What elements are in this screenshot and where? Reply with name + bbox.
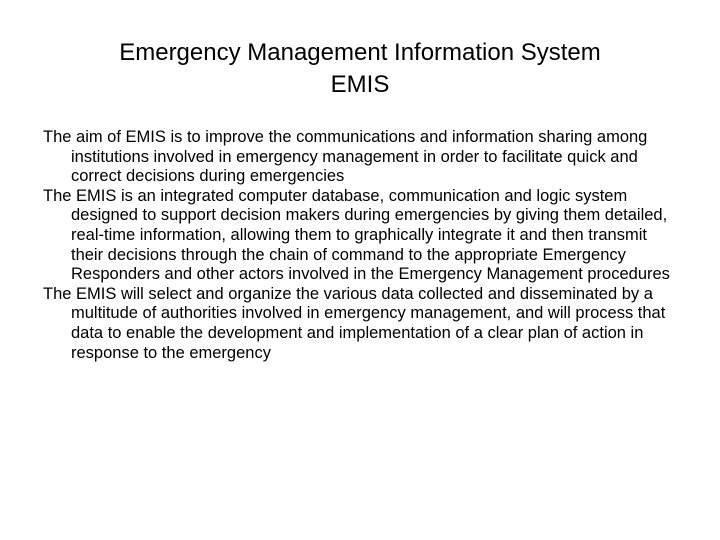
paragraph-aim: The aim of EMIS is to improve the communications and information sharing among institutions involved in emergency management in order to facilitate quick and correct decisions during emergencies	[43, 128, 648, 186]
slide-body	[43, 128, 683, 363]
paragraph-function: The EMIS will select and organize the various data collected and disseminated by a multitude of authorities involved in emergency management, and will process that data to enable the development and implementation of a clear plan of action in response to the emergency	[43, 284, 666, 362]
slide-title-line-1: Emergency Management Information System	[119, 39, 601, 66]
slide-title-line-2: EMIS	[330, 71, 390, 98]
paragraph-definition: The EMIS is an integrated computer database, communication and logic system designed to support decision makers during emergencies by giving them detailed, real-time information, allowing them to graphically integrate it and then transmit their decisions through the chain of command to the appropriate Emergency Responders and other actors involved in the Emergency Management procedures	[43, 186, 670, 284]
slide-title	[40, 37, 680, 101]
